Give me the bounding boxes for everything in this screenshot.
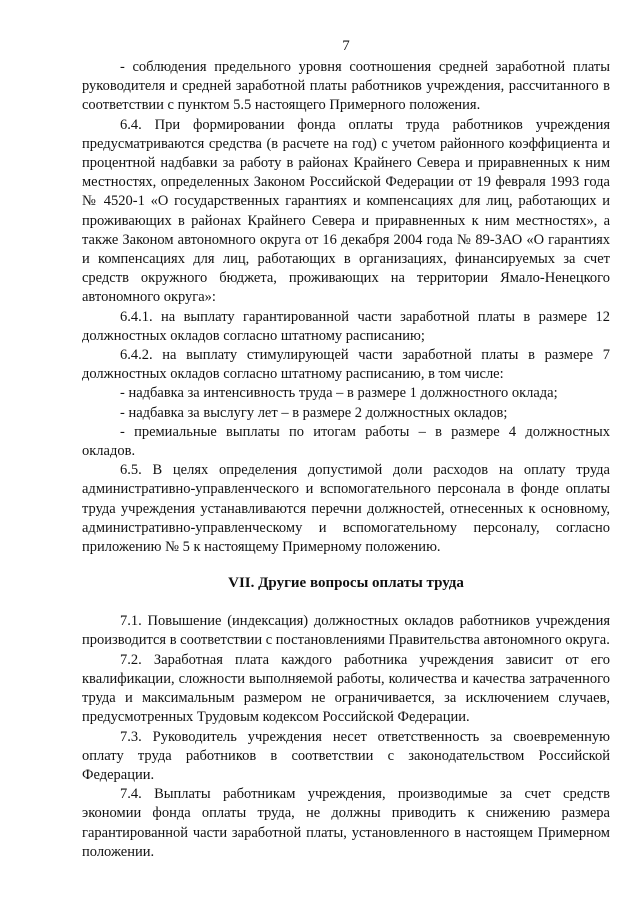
section-heading: VII. Другие вопросы оплаты труда bbox=[228, 575, 464, 592]
paragraph-6-4-1: 6.4.1. на выплату гарантированной части заработной платы в размере 12 должностных окладов согласно штатному расписанию; bbox=[82, 308, 610, 344]
document-body bbox=[82, 58, 610, 862]
paragraph-7-4: 7.4. Выплаты работникам учреждения, производимые за счет средств экономии фонда оплаты труда, не должны приводить к снижению размера гарантированной части заработной платы, установленного в настоящем Примерном положении. bbox=[82, 786, 610, 860]
paragraph-7-1: 7.1. Повышение (индексация) должностных окладов работников учреждения производится в соответствии с постановлениями Правительства автономного округа. bbox=[82, 613, 610, 649]
paragraph-6-4: 6.4. При формировании фонда оплаты труда работников учреждения предусматриваются средства (в расчете на год) с учетом районного коэффициента и процентной надбавки за работу в районах Крайнего Севера и приравненных к ним местностях, определенных Законом Российской Федерации от 19 февраля 1993 года № 4520-1 «О государственных гарантиях и компенсациях для лиц, работающих и проживающих в районах Крайнего Севера и приравненных к ним местностях», а также Законом автономного округа от 16 декабря 2004 года № 89-ЗАО «О гарантиях и компенсациях для лиц, работающих в организациях, финансируемых за счет средств окружного бюджета, проживающих на территории Ямало-Ненецкого автономного округа»: bbox=[82, 116, 610, 306]
list-item-intensity-bonus: - надбавка за интенсивность труда – в размере 1 должностного оклада; bbox=[120, 385, 558, 402]
paragraph-salary-ratio: - соблюдения предельного уровня соотношения средней заработной платы руководителя и средней заработной платы работников учреждения, рассчитанного в соответствии с пунктом 5.5 настоящего Примерного положения. bbox=[82, 59, 610, 114]
list-item-premium-payments: - премиальные выплаты по итогам работы – в размере 4 должностных окладов. bbox=[82, 423, 610, 460]
paragraph-7-2: 7.2. Заработная плата каждого работника учреждения зависит от его квалификации, сложности выполняемой работы, количества и качества затраченного труда и максимальным размером не ограничивается, за исключением случаев, предусмотренных Трудовым кодексом Российской Федерации. bbox=[82, 651, 610, 726]
list-item-seniority-bonus: - надбавка за выслугу лет – в размере 2 должностных окладов; bbox=[120, 404, 508, 421]
paragraph-6-5: 6.5. В целях определения допустимой доли расходов на оплату труда административно-управленческого и вспомогательного персонала в фонде оплаты труда учреждения устанавливаются перечни должностей, отнесенных к основному, административно-управленческому и вспомогательному персоналу, согласно приложению № 5 к настоящему Примерному положению. bbox=[82, 462, 610, 556]
paragraph-6-4-2: 6.4.2. на выплату стимулирующей части заработной платы в размере 7 должностных окладов согласно штатному расписанию, в том числе: bbox=[82, 347, 610, 383]
paragraph-7-3: 7.3. Руководитель учреждения несет ответственность за своевременную оплату труда работников в соответствии с законодательством Российской Федерации. bbox=[82, 728, 610, 783]
page-number: 7 bbox=[342, 38, 350, 54]
